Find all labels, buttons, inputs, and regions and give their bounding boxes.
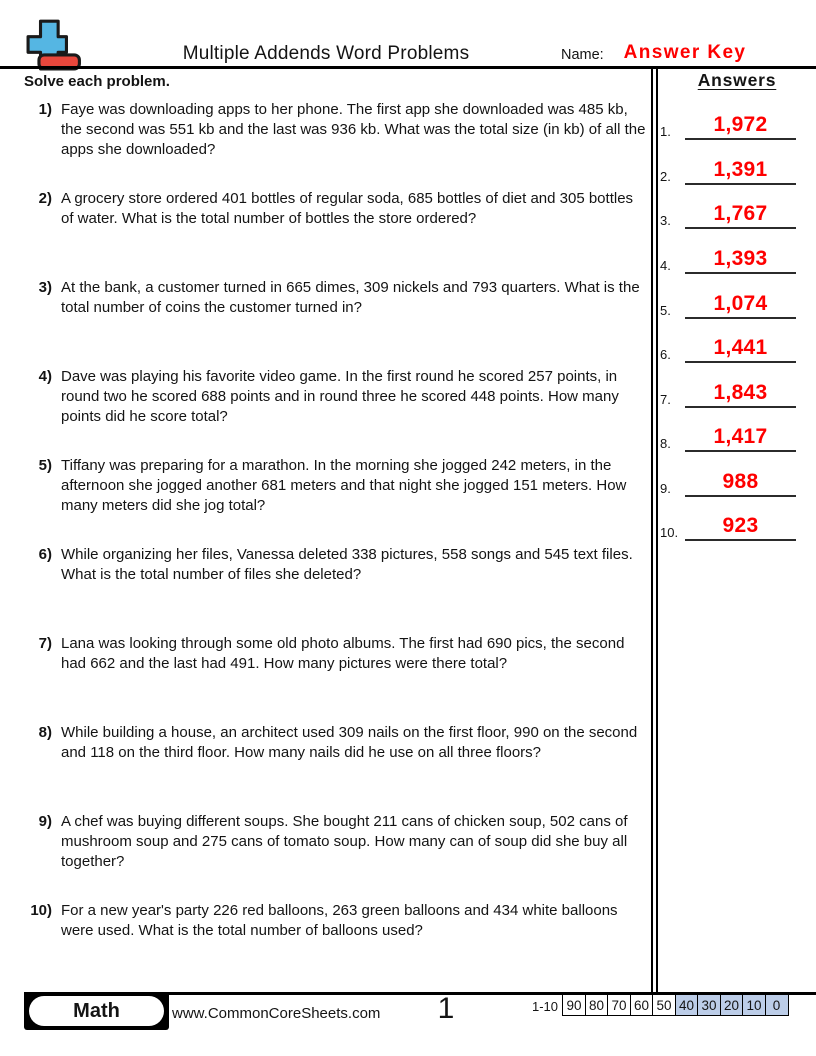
score-grid — [562, 994, 789, 1016]
problem-number: 3) — [38, 279, 52, 296]
answer-blank-line — [685, 361, 796, 363]
answer-number: 7. — [660, 392, 671, 407]
problem-text: A grocery store ordered 401 bottles of regular soda, 685 bottles of diet and 305 bottles of water. What is the total number of bottles the store ordered? — [61, 190, 634, 227]
answer-number: 10. — [660, 525, 679, 540]
problem-text: A chef was buying different soups. She bought 211 cans of chicken soup, 502 cans of mushroom soup and 275 cans of tomato soup. How many can of soup did she buy all together? — [61, 813, 628, 870]
score-cell: 60 — [630, 994, 654, 1016]
header-divider — [0, 66, 816, 69]
answer-blank-line — [685, 495, 796, 497]
answer-blank-line — [685, 183, 796, 185]
problem-number: 6) — [38, 546, 52, 563]
name-label: Name: — [561, 47, 604, 63]
problem-number: 5) — [38, 457, 52, 474]
instruction-text: Solve each problem. — [24, 73, 170, 90]
answer-value: 1,843 — [713, 381, 768, 404]
page-title: Multiple Addends Word Problems — [182, 43, 470, 64]
website-text: www.CommonCoreSheets.com — [172, 1005, 381, 1022]
problem-2 — [26, 189, 646, 229]
answer-value: 1,417 — [713, 425, 768, 448]
score-cell: 40 — [675, 994, 699, 1016]
problem-1 — [26, 100, 646, 159]
answer-number: 3. — [660, 213, 671, 228]
problem-text: Tiffany was preparing for a marathon. In the morning she jogged 242 meters, in the afternoon she jogged another 681 meters and that night she jogged 151 meters. How many meters did she jog total? — [61, 457, 627, 514]
problem-number: 7) — [38, 635, 52, 652]
answer-value: 1,393 — [713, 247, 768, 270]
problem-4 — [26, 367, 646, 426]
score-cell: 30 — [697, 994, 721, 1016]
answer-row-2 — [658, 156, 798, 185]
plus-minus-math-icon — [26, 16, 82, 72]
answers-heading: Answers — [697, 70, 777, 90]
answer-row-1 — [658, 111, 798, 140]
answer-row-5 — [658, 290, 798, 319]
problem-number: 8) — [38, 724, 52, 741]
score-cell: 0 — [765, 994, 789, 1016]
problem-text: For a new year's party 226 red balloons, 263 green balloons and 434 white balloons were used. What is the total number of balloons used? — [61, 902, 618, 939]
answer-value: 1,767 — [713, 202, 768, 225]
answer-key-text: Answer Key — [623, 42, 747, 63]
answer-number: 9. — [660, 481, 671, 496]
score-range-label: 1-10 — [531, 999, 558, 1014]
problem-9 — [26, 812, 646, 871]
answer-row-3 — [658, 200, 798, 229]
answer-number: 2. — [660, 169, 671, 184]
answer-value: 988 — [722, 470, 759, 493]
problem-text: Dave was playing his favorite video game. In the first round he scored 257 points, in round two he scored 688 points and in round three he scored 448 points. How many points did he score total? — [61, 368, 619, 425]
problem-number: 10) — [30, 902, 52, 919]
answer-blank-line — [685, 539, 796, 541]
answer-row-4 — [658, 245, 798, 274]
answer-blank-line — [685, 138, 796, 140]
answer-value: 1,074 — [713, 292, 768, 315]
problem-number: 9) — [38, 813, 52, 830]
answer-blank-line — [685, 450, 796, 452]
answer-blank-line — [685, 406, 796, 408]
problem-6 — [26, 545, 646, 585]
problem-number: 1) — [38, 101, 52, 118]
answer-blank-line — [685, 227, 796, 229]
score-cell: 70 — [607, 994, 631, 1016]
score-cell: 80 — [585, 994, 609, 1016]
answer-row-10 — [658, 512, 798, 541]
answer-blank-line — [685, 272, 796, 274]
answer-number: 5. — [660, 303, 671, 318]
subject-label: Math — [29, 996, 164, 1026]
score-cell: 50 — [652, 994, 676, 1016]
answer-value: 1,972 — [713, 113, 768, 136]
problem-8 — [26, 723, 646, 763]
score-cell: 10 — [742, 994, 766, 1016]
problem-number: 4) — [38, 368, 52, 385]
answer-number: 1. — [660, 124, 671, 139]
score-cell: 90 — [562, 994, 586, 1016]
answer-number: 4. — [660, 258, 671, 273]
answer-row-9 — [658, 468, 798, 497]
problem-text: Faye was downloading apps to her phone. The first app she downloaded was 485 kb, the second was 551 kb and the last was 936 kb. What was the total size (in kb) of all the apps she downloaded? — [61, 101, 646, 158]
answer-value: 923 — [722, 514, 759, 537]
problem-text: At the bank, a customer turned in 665 dimes, 309 nickels and 793 quarters. What is the total number of coins the customer turned in? — [61, 279, 640, 316]
problem-5 — [26, 456, 646, 515]
answer-blank-line — [685, 317, 796, 319]
problem-text: While building a house, an architect used 309 nails on the first floor, 990 on the second and 118 on the third floor. How many nails did he use on all three floors? — [61, 724, 638, 761]
problem-text: While organizing her files, Vanessa deleted 338 pictures, 558 songs and 545 text files. What is the total number of files she deleted? — [61, 546, 633, 583]
answer-number: 8. — [660, 436, 671, 451]
answer-row-6 — [658, 334, 798, 363]
answer-number: 6. — [660, 347, 671, 362]
problem-number: 2) — [38, 190, 52, 207]
answer-row-8 — [658, 423, 798, 452]
page-number: 1 — [437, 992, 455, 1025]
problem-7 — [26, 634, 646, 674]
score-cell: 20 — [720, 994, 744, 1016]
subject-badge — [24, 992, 169, 1030]
problem-10 — [26, 901, 646, 941]
answer-row-7 — [658, 379, 798, 408]
problem-3 — [26, 278, 646, 318]
answer-value: 1,441 — [713, 336, 768, 359]
problem-text: Lana was looking through some old photo albums. The first had 690 pics, the second had 662 and the last had 491. How many pictures were there total? — [61, 635, 625, 672]
answers-column-divider — [651, 66, 658, 993]
answer-value: 1,391 — [713, 158, 768, 181]
